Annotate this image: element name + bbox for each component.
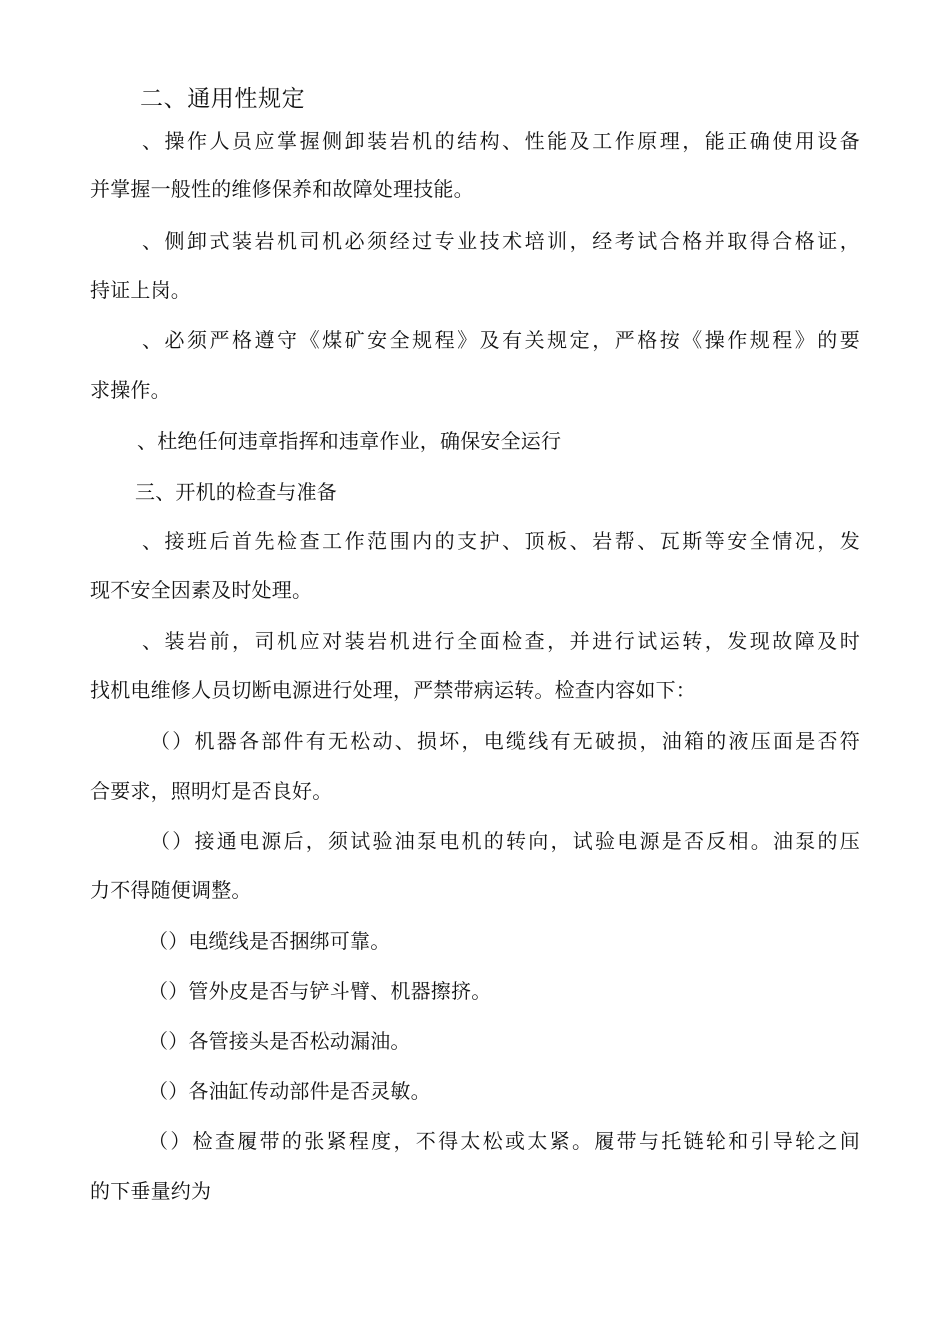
- subitem-4-line-1: （）管外皮是否与铲斗臂、机器擦挤。: [148, 979, 492, 1003]
- subitem-2-line-1: （）接通电源后，须试验油泵电机的转向，试验电源是否反相。油泵的压: [150, 829, 860, 853]
- paragraph-item-1-line-1: 、操作人员应掌握侧卸装岩机的结构、性能及工作原理，能正确使用设备: [142, 129, 860, 153]
- subitem-2-line-2: 力不得随便调整。: [90, 878, 252, 902]
- section-heading-startup-check: 三、开机的检查与准备: [135, 480, 337, 504]
- subitem-1-line-1: （）机器各部件有无松动、损坏，电缆线有无破损，油箱的液压面是否符: [150, 729, 860, 753]
- paragraph-item-2-line-1: 、侧卸式装岩机司机必须经过专业技术培训，经考试合格并取得合格证，: [142, 229, 860, 253]
- paragraph-item-4-line-1: 、杜绝任何违章指挥和违章作业，确保安全运行: [137, 429, 562, 453]
- subitem-5-line-1: （）各管接头是否松动漏油。: [148, 1029, 411, 1053]
- paragraph-item-3-line-2: 求操作。: [90, 378, 171, 402]
- paragraph-item-1-line-2: 并掌握一般性的维修保养和故障处理技能。: [90, 177, 474, 201]
- paragraph-check-1-line-2: 现不安全因素及时处理。: [90, 578, 313, 602]
- subitem-7-line-1: （）检查履带的张紧程度，不得太松或太紧。履带与托链轮和引导轮之间: [148, 1129, 860, 1153]
- subitem-1-line-2: 合要求，照明灯是否良好。: [90, 779, 333, 803]
- paragraph-check-1-line-1: 、接班后首先检查工作范围内的支护、顶板、岩帮、瓦斯等安全情况，发: [142, 529, 860, 553]
- subitem-6-line-1: （）各油缸传动部件是否灵敏。: [148, 1079, 431, 1103]
- paragraph-item-3-line-1: 、必须严格遵守《煤矿安全规程》及有关规定，严格按《操作规程》的要: [142, 328, 860, 352]
- section-heading-general-rules: 二、通用性规定: [140, 86, 306, 112]
- subitem-7-line-2: 的下垂量约为: [90, 1179, 212, 1203]
- paragraph-item-2-line-2: 持证上岗。: [90, 278, 191, 302]
- paragraph-check-2-line-1: 、装岩前，司机应对装岩机进行全面检查，并进行试运转，发现故障及时: [142, 629, 860, 653]
- paragraph-check-2-line-2: 找机电维修人员切断电源进行处理，严禁带病运转。检查内容如下：: [90, 678, 696, 702]
- subitem-3-line-1: （）电缆线是否捆绑可靠。: [148, 929, 391, 953]
